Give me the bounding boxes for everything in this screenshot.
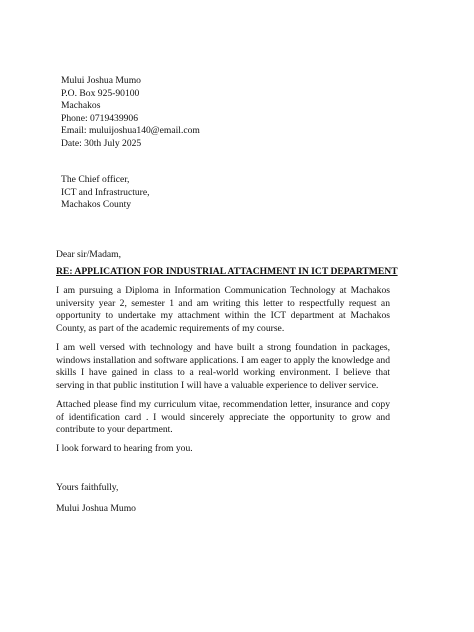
sender-po-box: P.O. Box 925-90100 <box>61 87 140 99</box>
salutation: Dear sir/Madam, <box>56 249 122 260</box>
letter-date: Date: 30th July 2025 <box>61 137 142 149</box>
recipient-county: Machakos County <box>61 199 132 210</box>
sender-phone: Phone: 0719439906 <box>61 112 139 124</box>
sender-name: Mului Joshua Mumo <box>61 75 141 86</box>
recipient-address-block <box>61 174 150 212</box>
recipient-title: The Chief officer, <box>61 174 130 185</box>
subject-line: RE: APPLICATION FOR INDUSTRIAL ATTACHMENT IN ICT DEPARTMENT <box>56 266 398 277</box>
body-paragraph-3: Attached please find my curriculum vitae, recommendation letter, insurance and copy of identification card . I would sincerely appreciate the opportunity to grow and contribute to your department. <box>56 399 390 435</box>
signature-name: Mului Joshua Mumo <box>56 503 136 514</box>
body-paragraph-4: I look forward to hearing from you. <box>56 443 193 454</box>
sender-address-block <box>61 75 200 150</box>
closing: Yours faithfully, <box>56 482 119 493</box>
recipient-department: ICT and Infrastructure, <box>61 186 150 198</box>
sender-email: Email: muluijoshua140@email.com <box>61 125 200 136</box>
sender-town: Machakos <box>61 100 101 111</box>
body-paragraph-2: I am well versed with technology and have built a strong foundation in packages, windows installation and software applications. I am eager to apply the knowledge and skills I have gained in class to a real-world working environment. I believe that serving in that public institution I will have a valuable experience to deliver service. <box>56 342 390 391</box>
body-paragraph-1: I am pursuing a Diploma in Information Communication Technology at Machakos university year 2, semester 1 and am writing this letter to respectfully request an opportunity to undertake my attachment within the ICT department at Machakos County, as part of the academic requirements of my course. <box>56 285 390 334</box>
